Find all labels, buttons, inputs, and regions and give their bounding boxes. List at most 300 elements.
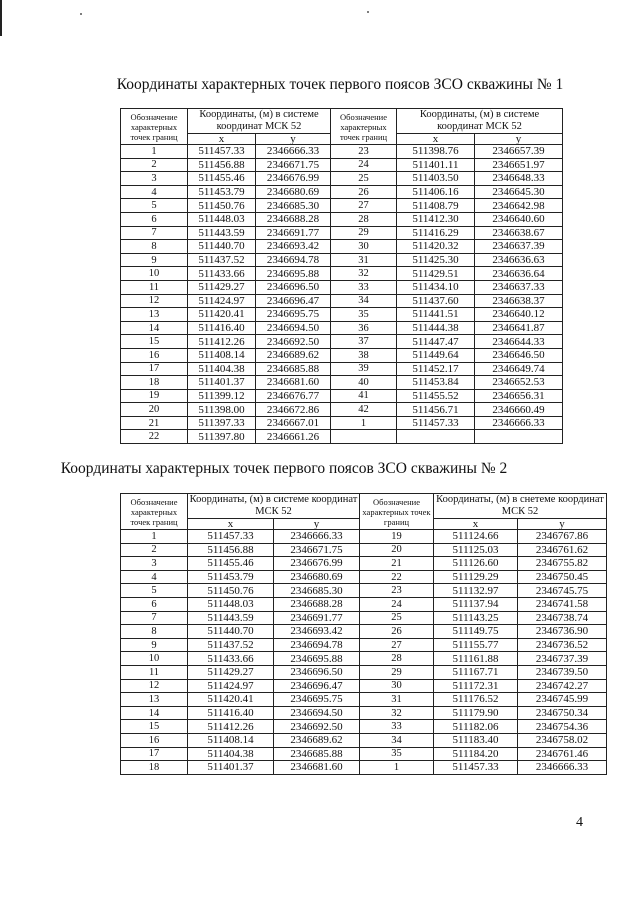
point-number: 35: [360, 747, 434, 761]
y-coordinate: 2346666.33: [475, 416, 563, 430]
table-row: [121, 226, 563, 240]
table-row: [121, 389, 563, 403]
x-coordinate: 511412.30: [397, 212, 475, 226]
x-column-header: x: [188, 519, 274, 530]
point-number: 34: [360, 733, 434, 747]
x-coordinate: 511453.79: [188, 570, 274, 584]
x-coordinate: 511453.84: [397, 376, 475, 390]
x-coordinate: 511401.37: [188, 761, 274, 775]
y-coordinate: 2346685.30: [256, 199, 331, 213]
y-coordinate: 2346666.33: [256, 145, 331, 159]
point-number: 5: [121, 584, 188, 598]
table-row: [121, 362, 563, 376]
x-coordinate: 511172.31: [434, 679, 518, 693]
point-number: 11: [121, 280, 188, 294]
x-coordinate: 511433.66: [188, 267, 256, 281]
table-row: [121, 185, 563, 199]
x-coordinate: 511437.52: [188, 253, 256, 267]
point-number: 30: [331, 240, 397, 254]
x-coordinate: 511443.59: [188, 611, 274, 625]
y-coordinate: 2346736.90: [518, 625, 607, 639]
point-number: 17: [121, 362, 188, 376]
y-coordinate: 2346695.75: [274, 693, 360, 707]
point-number: 33: [331, 280, 397, 294]
x-coordinate: 511440.70: [188, 240, 256, 254]
y-coordinate: [475, 430, 563, 444]
y-coordinate: 2346693.42: [274, 625, 360, 639]
section-1-title: Координаты характерных точек первого поясов ЗСО скважины № 1: [116, 76, 564, 93]
point-number: 9: [121, 253, 188, 267]
point-number: 16: [121, 348, 188, 362]
x-coordinate: 511447.47: [397, 335, 475, 349]
table-row: [121, 611, 607, 625]
x-coordinate: 511184.20: [434, 747, 518, 761]
point-number: 4: [121, 570, 188, 584]
coordinates-header: Координаты, (м) в системе координат МСК 52: [188, 109, 331, 134]
x-column-header: x: [188, 134, 256, 145]
x-coordinate: 511444.38: [397, 321, 475, 335]
y-coordinate: 2346688.28: [256, 212, 331, 226]
y-coordinate: 2346657.39: [475, 145, 563, 159]
point-number: 17: [121, 747, 188, 761]
y-coordinate: 2346666.33: [518, 761, 607, 775]
x-coordinate: 511182.06: [434, 720, 518, 734]
scan-speck: [367, 11, 369, 13]
table-row: [121, 638, 607, 652]
table-row: [121, 747, 607, 761]
y-coordinate: 2346640.60: [475, 212, 563, 226]
y-coordinate: 2346685.88: [274, 747, 360, 761]
point-number: 33: [360, 720, 434, 734]
table-row: [121, 416, 563, 430]
y-coordinate: 2346685.30: [274, 584, 360, 598]
point-number: 8: [121, 625, 188, 639]
x-coordinate: 511420.41: [188, 693, 274, 707]
y-coordinate: 2346661.26: [256, 430, 331, 444]
y-coordinate: 2346692.50: [274, 720, 360, 734]
point-number: 6: [121, 597, 188, 611]
coordinates-header: Координаты, (м) в системе координат МСК 52: [397, 109, 563, 134]
table-row: [121, 584, 607, 598]
x-coordinate: 511412.26: [188, 335, 256, 349]
y-coordinate: 2346636.63: [475, 253, 563, 267]
y-coordinate: 2346695.88: [256, 267, 331, 281]
y-coordinate: 2346738.74: [518, 611, 607, 625]
x-coordinate: 511398.76: [397, 145, 475, 159]
point-number: 3: [121, 172, 188, 186]
table-row: [121, 733, 607, 747]
y-coordinate: 2346680.69: [274, 570, 360, 584]
y-coordinate: 2346636.64: [475, 267, 563, 281]
point-number: 19: [121, 389, 188, 403]
point-number: 7: [121, 226, 188, 240]
y-coordinate: 2346741.58: [518, 597, 607, 611]
point-number: 15: [121, 335, 188, 349]
x-coordinate: 511403.50: [397, 172, 475, 186]
x-coordinate: 511125.03: [434, 543, 518, 557]
x-coordinate: 511137.94: [434, 597, 518, 611]
x-coordinate: 511416.40: [188, 706, 274, 720]
y-coordinate: 2346671.75: [274, 543, 360, 557]
point-number: 27: [331, 199, 397, 213]
x-coordinate: 511457.33: [188, 530, 274, 544]
y-coordinate: 2346638.67: [475, 226, 563, 240]
x-coordinate: 511434.10: [397, 280, 475, 294]
x-coordinate: 511406.16: [397, 185, 475, 199]
y-coordinate: 2346750.45: [518, 570, 607, 584]
y-coordinate: 2346739.50: [518, 665, 607, 679]
table-row: [121, 720, 607, 734]
table-row: [121, 308, 563, 322]
point-number: 24: [360, 597, 434, 611]
table-row: [121, 199, 563, 213]
x-coordinate: 511456.88: [188, 158, 256, 172]
point-number: 37: [331, 335, 397, 349]
point-number: 6: [121, 212, 188, 226]
table-row: [121, 625, 607, 639]
y-coordinate: 2346651.97: [475, 158, 563, 172]
y-coordinate: 2346758.02: [518, 733, 607, 747]
x-coordinate: 511149.75: [434, 625, 518, 639]
x-coordinate: 511437.60: [397, 294, 475, 308]
x-coordinate: 511441.51: [397, 308, 475, 322]
y-coordinate: 2346694.78: [274, 638, 360, 652]
table-row: [121, 158, 563, 172]
table-row: [121, 530, 607, 544]
x-coordinate: 511456.88: [188, 543, 274, 557]
point-number: 29: [360, 665, 434, 679]
x-coordinate: 511420.41: [188, 308, 256, 322]
x-coordinate: 511455.46: [188, 172, 256, 186]
point-number: 23: [360, 584, 434, 598]
y-coordinate: 2346644.33: [475, 335, 563, 349]
table-row: [121, 543, 607, 557]
x-coordinate: 511179.90: [434, 706, 518, 720]
y-coordinate: 2346745.99: [518, 693, 607, 707]
x-coordinate: 511404.38: [188, 747, 274, 761]
x-coordinate: 511425.30: [397, 253, 475, 267]
y-coordinate: 2346750.34: [518, 706, 607, 720]
table-row: [121, 403, 563, 417]
point-number: 12: [121, 294, 188, 308]
section-2-title: Координаты характерных точек первого поясов ЗСО скважины № 2: [60, 460, 508, 477]
point-number: 22: [360, 570, 434, 584]
point-number: 31: [360, 693, 434, 707]
y-coordinate: 2346761.46: [518, 747, 607, 761]
scan-edge-mark: [0, 0, 2, 36]
y-coordinate: 2346692.50: [256, 335, 331, 349]
point-number: 27: [360, 638, 434, 652]
x-coordinate: 511453.79: [188, 185, 256, 199]
point-number: 7: [121, 611, 188, 625]
y-coordinate: 2346642.98: [475, 199, 563, 213]
x-coordinate: 511132.97: [434, 584, 518, 598]
x-coordinate: 511416.40: [188, 321, 256, 335]
y-coordinate: 2346737.39: [518, 652, 607, 666]
point-number: 9: [121, 638, 188, 652]
x-coordinate: 511404.38: [188, 362, 256, 376]
y-coordinate: 2346696.50: [274, 665, 360, 679]
y-coordinate: 2346681.60: [274, 761, 360, 775]
table-row: [121, 557, 607, 571]
point-number: 26: [360, 625, 434, 639]
point-number: 21: [360, 557, 434, 571]
point-number: 34: [331, 294, 397, 308]
y-coordinate: 2346696.47: [274, 679, 360, 693]
y-coordinate: 2346652.53: [475, 376, 563, 390]
point-number: 25: [360, 611, 434, 625]
table-row: [121, 430, 563, 444]
y-coordinate: 2346666.33: [274, 530, 360, 544]
x-coordinate: 511397.33: [188, 416, 256, 430]
x-coordinate: 511429.51: [397, 267, 475, 281]
x-coordinate: 511408.14: [188, 733, 274, 747]
x-coordinate: 511456.71: [397, 403, 475, 417]
x-coordinate: 511129.29: [434, 570, 518, 584]
x-coordinate: 511433.66: [188, 652, 274, 666]
x-coordinate: 511408.14: [188, 348, 256, 362]
y-coordinate: 2346754.36: [518, 720, 607, 734]
x-coordinate: 511126.60: [434, 557, 518, 571]
y-coordinate: 2346641.87: [475, 321, 563, 335]
y-column-header: y: [274, 519, 360, 530]
point-number: 3: [121, 557, 188, 571]
point-number: [331, 430, 397, 444]
y-coordinate: 2346685.88: [256, 362, 331, 376]
y-coordinate: 2346656.31: [475, 389, 563, 403]
y-coordinate: 2346681.60: [256, 376, 331, 390]
y-coordinate: 2346695.88: [274, 652, 360, 666]
table-row: [121, 145, 563, 159]
x-coordinate: 511450.76: [188, 199, 256, 213]
table-row: [121, 267, 563, 281]
x-column-header: x: [397, 134, 475, 145]
point-number: 30: [360, 679, 434, 693]
x-coordinate: 511176.52: [434, 693, 518, 707]
table-row: [121, 212, 563, 226]
x-coordinate: 511424.97: [188, 294, 256, 308]
page-number: 4: [576, 815, 583, 830]
coordinates-table-well-2: [120, 493, 607, 775]
y-coordinate: 2346688.28: [274, 597, 360, 611]
table-row: [121, 294, 563, 308]
point-number: 31: [331, 253, 397, 267]
point-number: 41: [331, 389, 397, 403]
x-coordinate: 511449.64: [397, 348, 475, 362]
point-number: 28: [360, 652, 434, 666]
point-number: 23: [331, 145, 397, 159]
table-row: [121, 665, 607, 679]
point-designation-header: Обозначение характерных точек границ: [121, 109, 188, 145]
point-number: 24: [331, 158, 397, 172]
point-number: 19: [360, 530, 434, 544]
y-coordinate: 2346672.86: [256, 403, 331, 417]
x-coordinate: 511399.12: [188, 389, 256, 403]
x-coordinate: 511183.40: [434, 733, 518, 747]
table-row: [121, 348, 563, 362]
point-number: 13: [121, 693, 188, 707]
y-coordinate: 2346755.82: [518, 557, 607, 571]
y-coordinate: 2346696.50: [256, 280, 331, 294]
point-number: 8: [121, 240, 188, 254]
point-number: 39: [331, 362, 397, 376]
x-coordinate: 511397.80: [188, 430, 256, 444]
y-coordinate: 2346638.37: [475, 294, 563, 308]
x-coordinate: [397, 430, 475, 444]
point-number: 5: [121, 199, 188, 213]
y-coordinate: 2346694.50: [274, 706, 360, 720]
x-coordinate: 511457.33: [434, 761, 518, 775]
coordinates-header: Координаты, (м) в снетеме координат МСК 52: [434, 494, 607, 519]
point-number: 2: [121, 543, 188, 557]
table-row: [121, 679, 607, 693]
point-number: 12: [121, 679, 188, 693]
x-coordinate: 511124.66: [434, 530, 518, 544]
point-number: 18: [121, 761, 188, 775]
y-coordinate: 2346745.75: [518, 584, 607, 598]
x-coordinate: 511401.37: [188, 376, 256, 390]
point-number: 32: [360, 706, 434, 720]
x-coordinate: 511161.88: [434, 652, 518, 666]
x-column-header: x: [434, 519, 518, 530]
y-coordinate: 2346742.27: [518, 679, 607, 693]
x-coordinate: 511457.33: [397, 416, 475, 430]
point-designation-header: Обозначение характерных точек границ: [121, 494, 188, 530]
table-row: [121, 253, 563, 267]
point-number: 1: [121, 530, 188, 544]
y-coordinate: 2346649.74: [475, 362, 563, 376]
x-coordinate: 511429.27: [188, 280, 256, 294]
x-coordinate: 511455.52: [397, 389, 475, 403]
point-number: 32: [331, 267, 397, 281]
scan-speck: [80, 13, 82, 15]
x-coordinate: 511167.71: [434, 665, 518, 679]
table-row: [121, 597, 607, 611]
coordinates-header: Координаты, (м) в системе координат МСК 52: [188, 494, 360, 519]
x-coordinate: 511398.00: [188, 403, 256, 417]
y-coordinate: 2346667.01: [256, 416, 331, 430]
table-row: [121, 240, 563, 254]
point-number: 20: [360, 543, 434, 557]
x-coordinate: 511420.32: [397, 240, 475, 254]
x-coordinate: 511457.33: [188, 145, 256, 159]
y-coordinate: 2346691.77: [274, 611, 360, 625]
y-coordinate: 2346676.99: [274, 557, 360, 571]
point-designation-header: Обозначение характерных точек границ: [360, 494, 434, 530]
y-coordinate: 2346694.78: [256, 253, 331, 267]
table-row: [121, 321, 563, 335]
point-number: 2: [121, 158, 188, 172]
y-coordinate: 2346637.39: [475, 240, 563, 254]
point-number: 28: [331, 212, 397, 226]
y-coordinate: 2346736.52: [518, 638, 607, 652]
point-number: 29: [331, 226, 397, 240]
x-coordinate: 511452.17: [397, 362, 475, 376]
point-number: 40: [331, 376, 397, 390]
table-row: [121, 172, 563, 186]
x-coordinate: 511416.29: [397, 226, 475, 240]
y-coordinate: 2346693.42: [256, 240, 331, 254]
x-coordinate: 511448.03: [188, 597, 274, 611]
y-column-header: y: [518, 519, 607, 530]
x-coordinate: 511450.76: [188, 584, 274, 598]
point-number: 21: [121, 416, 188, 430]
point-number: 1: [121, 145, 188, 159]
x-coordinate: 511443.59: [188, 226, 256, 240]
point-number: 14: [121, 321, 188, 335]
point-number: 38: [331, 348, 397, 362]
point-number: 4: [121, 185, 188, 199]
point-number: 10: [121, 267, 188, 281]
y-coordinate: 2346671.75: [256, 158, 331, 172]
y-coordinate: 2346767.86: [518, 530, 607, 544]
y-coordinate: 2346689.62: [274, 733, 360, 747]
y-coordinate: 2346696.47: [256, 294, 331, 308]
y-coordinate: 2346640.12: [475, 308, 563, 322]
point-number: 1: [331, 416, 397, 430]
y-coordinate: 2346648.33: [475, 172, 563, 186]
table-row: [121, 706, 607, 720]
point-number: 42: [331, 403, 397, 417]
table-row: [121, 693, 607, 707]
x-coordinate: 511455.46: [188, 557, 274, 571]
table-row: [121, 652, 607, 666]
point-number: 26: [331, 185, 397, 199]
point-number: 25: [331, 172, 397, 186]
coordinates-table-well-1: [120, 108, 563, 444]
point-number: 16: [121, 733, 188, 747]
x-coordinate: 511401.11: [397, 158, 475, 172]
y-coordinate: 2346646.50: [475, 348, 563, 362]
point-number: 14: [121, 706, 188, 720]
y-column-header: y: [256, 134, 331, 145]
y-coordinate: 2346645.30: [475, 185, 563, 199]
y-column-header: y: [475, 134, 563, 145]
y-coordinate: 2346691.77: [256, 226, 331, 240]
table-row: [121, 335, 563, 349]
table-row: [121, 570, 607, 584]
table-row: [121, 376, 563, 390]
y-coordinate: 2346676.77: [256, 389, 331, 403]
point-number: 10: [121, 652, 188, 666]
x-coordinate: 511143.25: [434, 611, 518, 625]
y-coordinate: 2346695.75: [256, 308, 331, 322]
point-designation-header: Обозначение характерных точек границ: [331, 109, 397, 145]
point-number: 18: [121, 376, 188, 390]
y-coordinate: 2346694.50: [256, 321, 331, 335]
table-row: [121, 280, 563, 294]
x-coordinate: 511440.70: [188, 625, 274, 639]
point-number: 20: [121, 403, 188, 417]
y-coordinate: 2346689.62: [256, 348, 331, 362]
x-coordinate: 511448.03: [188, 212, 256, 226]
y-coordinate: 2346761.62: [518, 543, 607, 557]
point-number: 15: [121, 720, 188, 734]
point-number: 1: [360, 761, 434, 775]
y-coordinate: 2346676.99: [256, 172, 331, 186]
y-coordinate: 2346637.33: [475, 280, 563, 294]
y-coordinate: 2346660.49: [475, 403, 563, 417]
x-coordinate: 511429.27: [188, 665, 274, 679]
x-coordinate: 511408.79: [397, 199, 475, 213]
point-number: 35: [331, 308, 397, 322]
x-coordinate: 511437.52: [188, 638, 274, 652]
x-coordinate: 511155.77: [434, 638, 518, 652]
point-number: 13: [121, 308, 188, 322]
x-coordinate: 511412.26: [188, 720, 274, 734]
point-number: 22: [121, 430, 188, 444]
point-number: 11: [121, 665, 188, 679]
